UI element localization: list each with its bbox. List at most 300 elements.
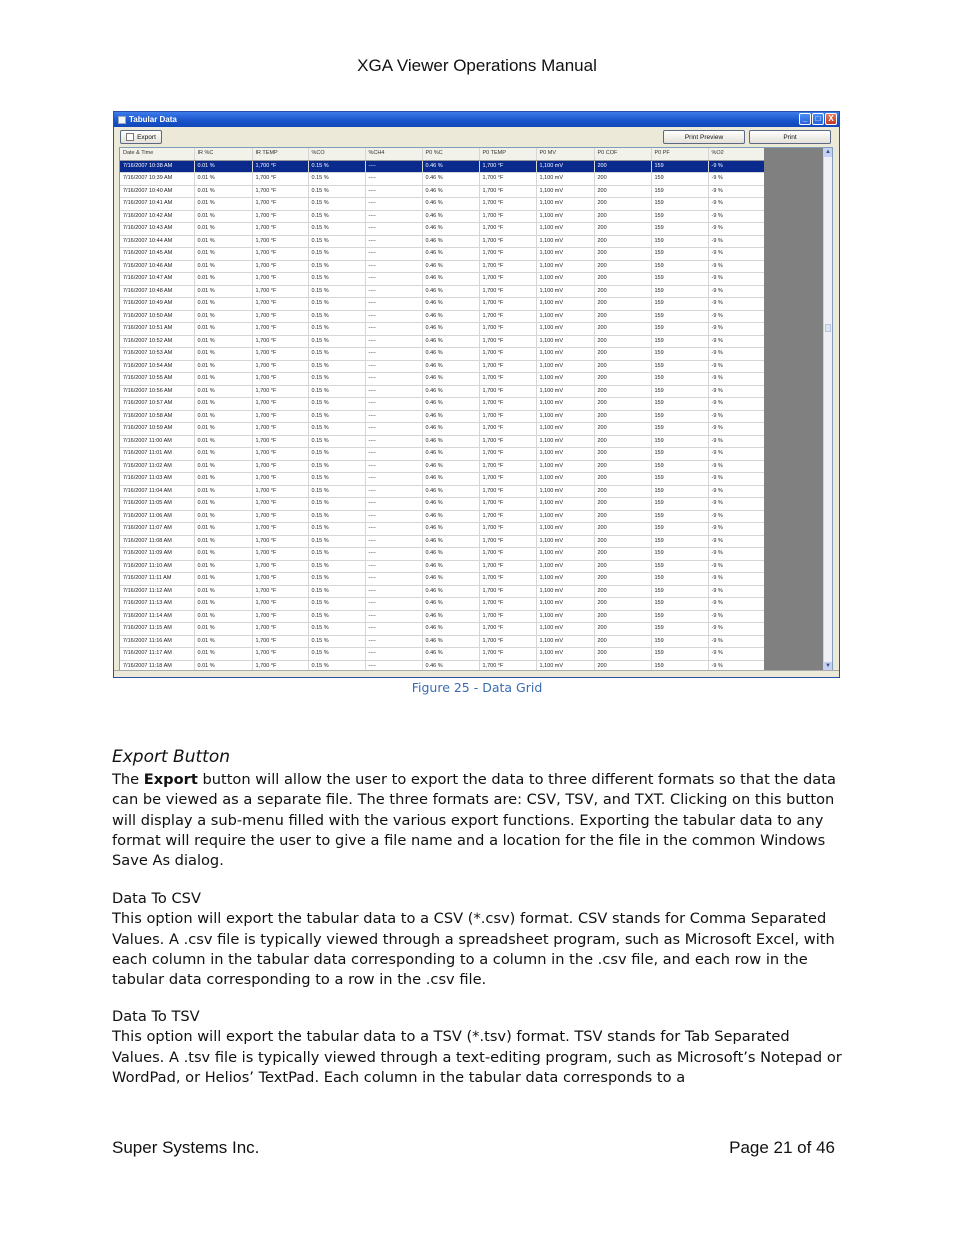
table-cell[interactable]: 1,100 mV xyxy=(536,523,594,536)
table-row[interactable] xyxy=(120,548,764,561)
table-row[interactable] xyxy=(120,610,764,623)
close-button[interactable]: X xyxy=(825,113,837,125)
table-cell[interactable]: 159 xyxy=(651,560,708,573)
table-cell[interactable]: 0.15 % xyxy=(308,560,365,573)
table-cell[interactable]: 7/16/2007 11:16 AM xyxy=(120,635,194,648)
table-cell[interactable]: ---- xyxy=(365,173,422,186)
table-cell[interactable]: 1,700 °F xyxy=(252,398,308,411)
table-cell[interactable]: 1,700 °F xyxy=(252,285,308,298)
table-cell[interactable]: 0.01 % xyxy=(194,348,252,361)
table-cell[interactable]: ---- xyxy=(365,273,422,286)
table-cell[interactable]: ---- xyxy=(365,485,422,498)
table-cell[interactable]: 1,700 °F xyxy=(479,385,536,398)
table-row[interactable] xyxy=(120,360,764,373)
table-cell[interactable]: ---- xyxy=(365,410,422,423)
table-cell[interactable]: 1,100 mV xyxy=(536,423,594,436)
maximize-button[interactable]: □ xyxy=(812,113,824,125)
table-cell[interactable]: -9 % xyxy=(708,198,764,211)
table-cell[interactable]: 1,100 mV xyxy=(536,360,594,373)
table-cell[interactable]: 0.46 % xyxy=(422,635,479,648)
table-cell[interactable]: 200 xyxy=(594,635,651,648)
table-cell[interactable]: 1,100 mV xyxy=(536,210,594,223)
table-cell[interactable]: 0.15 % xyxy=(308,198,365,211)
table-cell[interactable]: 7/16/2007 11:03 AM xyxy=(120,473,194,486)
table-cell[interactable]: 159 xyxy=(651,535,708,548)
table-cell[interactable]: 0.46 % xyxy=(422,248,479,261)
export-button[interactable] xyxy=(120,130,162,144)
table-row[interactable] xyxy=(120,523,764,536)
table-cell[interactable]: 200 xyxy=(594,335,651,348)
column-header[interactable]: %CO xyxy=(308,148,365,160)
table-cell[interactable]: 200 xyxy=(594,498,651,511)
table-cell[interactable]: ---- xyxy=(365,285,422,298)
table-cell[interactable]: 1,700 °F xyxy=(479,423,536,436)
table-cell[interactable]: 0.01 % xyxy=(194,623,252,636)
table-cell[interactable]: 0.46 % xyxy=(422,198,479,211)
table-cell[interactable]: 1,100 mV xyxy=(536,335,594,348)
table-cell[interactable]: 7/16/2007 10:47 AM xyxy=(120,273,194,286)
table-cell[interactable]: 200 xyxy=(594,310,651,323)
table-cell[interactable]: -9 % xyxy=(708,648,764,661)
table-row[interactable] xyxy=(120,598,764,611)
table-cell[interactable]: 0.46 % xyxy=(422,610,479,623)
table-cell[interactable]: 1,100 mV xyxy=(536,398,594,411)
table-cell[interactable]: -9 % xyxy=(708,598,764,611)
table-cell[interactable]: 0.46 % xyxy=(422,348,479,361)
table-cell[interactable]: 1,700 °F xyxy=(252,385,308,398)
table-cell[interactable]: ---- xyxy=(365,660,422,672)
table-cell[interactable]: 0.46 % xyxy=(422,585,479,598)
table-cell[interactable]: ---- xyxy=(365,473,422,486)
table-cell[interactable]: 1,700 °F xyxy=(479,198,536,211)
table-cell[interactable]: 0.01 % xyxy=(194,523,252,536)
table-cell[interactable]: 0.15 % xyxy=(308,398,365,411)
table-cell[interactable]: 1,700 °F xyxy=(479,560,536,573)
table-cell[interactable]: 0.15 % xyxy=(308,635,365,648)
table-cell[interactable]: 200 xyxy=(594,385,651,398)
table-cell[interactable]: 200 xyxy=(594,210,651,223)
table-cell[interactable]: 0.15 % xyxy=(308,348,365,361)
table-cell[interactable]: 159 xyxy=(651,473,708,486)
table-cell[interactable]: 159 xyxy=(651,185,708,198)
table-cell[interactable]: 1,700 °F xyxy=(252,485,308,498)
scroll-up-icon[interactable]: ▲ xyxy=(825,149,831,155)
table-cell[interactable]: 0.46 % xyxy=(422,548,479,561)
table-cell[interactable]: 0.01 % xyxy=(194,660,252,672)
table-cell[interactable]: -9 % xyxy=(708,335,764,348)
table-cell[interactable]: 0.15 % xyxy=(308,210,365,223)
table-cell[interactable]: 159 xyxy=(651,210,708,223)
table-cell[interactable]: 1,700 °F xyxy=(252,173,308,186)
table-cell[interactable]: 0.15 % xyxy=(308,473,365,486)
table-cell[interactable]: 1,700 °F xyxy=(252,448,308,461)
table-cell[interactable]: ---- xyxy=(365,510,422,523)
table-cell[interactable]: 7/16/2007 11:15 AM xyxy=(120,623,194,636)
table-cell[interactable]: 1,700 °F xyxy=(479,210,536,223)
table-cell[interactable]: 0.01 % xyxy=(194,573,252,586)
table-cell[interactable]: ---- xyxy=(365,635,422,648)
table-cell[interactable]: -9 % xyxy=(708,560,764,573)
table-cell[interactable]: 1,100 mV xyxy=(536,460,594,473)
table-cell[interactable]: 7/16/2007 10:49 AM xyxy=(120,298,194,311)
table-cell[interactable]: -9 % xyxy=(708,185,764,198)
table-cell[interactable]: 0.46 % xyxy=(422,448,479,461)
table-row[interactable] xyxy=(120,248,764,261)
table-cell[interactable]: 200 xyxy=(594,173,651,186)
table-cell[interactable]: 159 xyxy=(651,448,708,461)
table-cell[interactable]: 159 xyxy=(651,323,708,336)
table-cell[interactable]: 1,100 mV xyxy=(536,573,594,586)
table-cell[interactable]: 0.46 % xyxy=(422,235,479,248)
table-cell[interactable]: -9 % xyxy=(708,260,764,273)
table-cell[interactable]: ---- xyxy=(365,573,422,586)
table-cell[interactable]: 1,100 mV xyxy=(536,248,594,261)
table-cell[interactable]: 0.15 % xyxy=(308,460,365,473)
table-cell[interactable]: 0.15 % xyxy=(308,423,365,436)
table-cell[interactable]: 7/16/2007 11:08 AM xyxy=(120,535,194,548)
table-row[interactable] xyxy=(120,448,764,461)
table-cell[interactable]: 159 xyxy=(651,248,708,261)
window-titlebar[interactable] xyxy=(114,112,839,127)
table-cell[interactable]: 1,100 mV xyxy=(536,548,594,561)
table-cell[interactable]: 1,700 °F xyxy=(479,160,536,173)
table-cell[interactable]: ---- xyxy=(365,648,422,661)
table-cell[interactable]: 0.01 % xyxy=(194,235,252,248)
minimize-button[interactable]: _ xyxy=(799,113,811,125)
table-cell[interactable]: 1,100 mV xyxy=(536,285,594,298)
table-cell[interactable]: 0.01 % xyxy=(194,385,252,398)
table-cell[interactable]: ---- xyxy=(365,460,422,473)
table-cell[interactable]: 0.01 % xyxy=(194,648,252,661)
table-cell[interactable]: 159 xyxy=(651,235,708,248)
table-cell[interactable]: 1,100 mV xyxy=(536,648,594,661)
table-cell[interactable]: 0.01 % xyxy=(194,223,252,236)
table-cell[interactable]: -9 % xyxy=(708,435,764,448)
table-cell[interactable]: 1,700 °F xyxy=(252,610,308,623)
table-cell[interactable]: 200 xyxy=(594,473,651,486)
table-cell[interactable]: 200 xyxy=(594,448,651,461)
table-cell[interactable]: -9 % xyxy=(708,510,764,523)
table-cell[interactable]: ---- xyxy=(365,523,422,536)
table-row[interactable] xyxy=(120,348,764,361)
table-cell[interactable]: ---- xyxy=(365,160,422,173)
table-cell[interactable]: 0.01 % xyxy=(194,635,252,648)
table-cell[interactable]: -9 % xyxy=(708,285,764,298)
table-cell[interactable]: 159 xyxy=(651,635,708,648)
table-cell[interactable]: 0.01 % xyxy=(194,610,252,623)
print-preview-button[interactable]: Print Preview xyxy=(663,130,745,144)
table-cell[interactable]: 159 xyxy=(651,285,708,298)
table-cell[interactable]: 1,100 mV xyxy=(536,435,594,448)
table-cell[interactable]: 0.46 % xyxy=(422,210,479,223)
table-cell[interactable]: 0.01 % xyxy=(194,423,252,436)
column-header[interactable]: P0 PF xyxy=(651,148,708,160)
table-cell[interactable]: 200 xyxy=(594,348,651,361)
table-cell[interactable]: ---- xyxy=(365,198,422,211)
table-cell[interactable]: 0.46 % xyxy=(422,260,479,273)
scroll-thumb[interactable] xyxy=(825,324,831,332)
table-cell[interactable]: 0.15 % xyxy=(308,610,365,623)
table-row[interactable] xyxy=(120,510,764,523)
table-cell[interactable]: 1,700 °F xyxy=(479,573,536,586)
table-cell[interactable]: 1,700 °F xyxy=(252,635,308,648)
table-cell[interactable]: 1,100 mV xyxy=(536,235,594,248)
table-cell[interactable]: 0.01 % xyxy=(194,410,252,423)
table-cell[interactable]: 1,700 °F xyxy=(252,410,308,423)
table-cell[interactable]: 1,700 °F xyxy=(479,485,536,498)
table-cell[interactable]: 0.15 % xyxy=(308,435,365,448)
table-cell[interactable]: 7/16/2007 11:06 AM xyxy=(120,510,194,523)
table-cell[interactable]: -9 % xyxy=(708,173,764,186)
table-cell[interactable]: 0.46 % xyxy=(422,273,479,286)
table-cell[interactable]: 159 xyxy=(651,310,708,323)
table-cell[interactable]: 0.15 % xyxy=(308,173,365,186)
table-cell[interactable]: 0.15 % xyxy=(308,298,365,311)
table-row[interactable] xyxy=(120,460,764,473)
table-cell[interactable]: ---- xyxy=(365,298,422,311)
table-cell[interactable]: ---- xyxy=(365,248,422,261)
table-cell[interactable]: 7/16/2007 11:01 AM xyxy=(120,448,194,461)
table-cell[interactable]: 1,700 °F xyxy=(252,335,308,348)
table-cell[interactable]: 0.46 % xyxy=(422,460,479,473)
table-row[interactable] xyxy=(120,235,764,248)
table-cell[interactable]: ---- xyxy=(365,185,422,198)
column-header[interactable]: P0 COF xyxy=(594,148,651,160)
table-cell[interactable]: 159 xyxy=(651,410,708,423)
table-cell[interactable]: 200 xyxy=(594,610,651,623)
table-cell[interactable]: 0.15 % xyxy=(308,548,365,561)
table-cell[interactable]: 200 xyxy=(594,298,651,311)
table-cell[interactable]: 1,700 °F xyxy=(252,660,308,672)
column-header[interactable]: Date & Time xyxy=(120,148,194,160)
table-cell[interactable]: -9 % xyxy=(708,635,764,648)
table-row[interactable] xyxy=(120,648,764,661)
table-cell[interactable]: 0.15 % xyxy=(308,285,365,298)
table-row[interactable] xyxy=(120,385,764,398)
table-cell[interactable]: 159 xyxy=(651,398,708,411)
column-header[interactable]: P0 %C xyxy=(422,148,479,160)
table-cell[interactable]: -9 % xyxy=(708,548,764,561)
table-cell[interactable]: 159 xyxy=(651,260,708,273)
table-cell[interactable]: 159 xyxy=(651,610,708,623)
table-cell[interactable]: 0.01 % xyxy=(194,560,252,573)
column-header[interactable]: %CH4 xyxy=(365,148,422,160)
table-cell[interactable]: 1,100 mV xyxy=(536,260,594,273)
table-cell[interactable]: 1,700 °F xyxy=(479,623,536,636)
table-cell[interactable]: 0.01 % xyxy=(194,173,252,186)
table-cell[interactable]: 0.15 % xyxy=(308,660,365,672)
table-cell[interactable]: 1,700 °F xyxy=(479,260,536,273)
table-cell[interactable]: ---- xyxy=(365,373,422,386)
table-cell[interactable]: 0.46 % xyxy=(422,310,479,323)
table-cell[interactable]: -9 % xyxy=(708,373,764,386)
table-cell[interactable]: 0.15 % xyxy=(308,598,365,611)
table-cell[interactable]: ---- xyxy=(365,623,422,636)
table-cell[interactable]: 1,100 mV xyxy=(536,473,594,486)
table-cell[interactable]: 0.46 % xyxy=(422,335,479,348)
table-cell[interactable]: ---- xyxy=(365,360,422,373)
table-cell[interactable]: 200 xyxy=(594,273,651,286)
table-cell[interactable]: 7/16/2007 10:56 AM xyxy=(120,385,194,398)
table-cell[interactable]: 0.46 % xyxy=(422,373,479,386)
table-cell[interactable]: 1,700 °F xyxy=(252,323,308,336)
table-cell[interactable]: -9 % xyxy=(708,385,764,398)
table-cell[interactable]: 200 xyxy=(594,285,651,298)
table-cell[interactable]: ---- xyxy=(365,210,422,223)
table-cell[interactable]: 159 xyxy=(651,598,708,611)
table-cell[interactable]: 7/16/2007 11:12 AM xyxy=(120,585,194,598)
table-cell[interactable]: 200 xyxy=(594,323,651,336)
table-cell[interactable]: 200 xyxy=(594,435,651,448)
table-cell[interactable]: 1,700 °F xyxy=(252,535,308,548)
table-cell[interactable]: 0.15 % xyxy=(308,510,365,523)
table-cell[interactable]: 1,700 °F xyxy=(252,573,308,586)
table-cell[interactable]: -9 % xyxy=(708,523,764,536)
table-row[interactable] xyxy=(120,160,764,173)
table-cell[interactable]: -9 % xyxy=(708,535,764,548)
table-row[interactable] xyxy=(120,535,764,548)
table-cell[interactable]: 1,100 mV xyxy=(536,535,594,548)
table-cell[interactable]: 159 xyxy=(651,510,708,523)
table-cell[interactable]: 1,700 °F xyxy=(252,510,308,523)
table-cell[interactable]: 200 xyxy=(594,535,651,548)
table-cell[interactable]: 0.46 % xyxy=(422,498,479,511)
table-cell[interactable]: 1,700 °F xyxy=(479,473,536,486)
table-row[interactable] xyxy=(120,498,764,511)
table-cell[interactable]: 0.46 % xyxy=(422,160,479,173)
table-cell[interactable]: ---- xyxy=(365,548,422,561)
table-cell[interactable]: 1,700 °F xyxy=(252,623,308,636)
table-cell[interactable]: 159 xyxy=(651,298,708,311)
table-row[interactable] xyxy=(120,423,764,436)
table-cell[interactable]: ---- xyxy=(365,560,422,573)
table-cell[interactable]: 0.01 % xyxy=(194,260,252,273)
table-cell[interactable]: 0.15 % xyxy=(308,623,365,636)
table-cell[interactable]: 200 xyxy=(594,560,651,573)
table-cell[interactable]: 1,700 °F xyxy=(479,398,536,411)
table-cell[interactable]: 200 xyxy=(594,248,651,261)
table-cell[interactable]: -9 % xyxy=(708,310,764,323)
table-cell[interactable]: 1,100 mV xyxy=(536,185,594,198)
table-cell[interactable]: 159 xyxy=(651,460,708,473)
table-cell[interactable]: 200 xyxy=(594,648,651,661)
table-cell[interactable]: ---- xyxy=(365,385,422,398)
table-cell[interactable]: 7/16/2007 10:44 AM xyxy=(120,235,194,248)
table-cell[interactable]: 1,100 mV xyxy=(536,198,594,211)
table-cell[interactable]: 159 xyxy=(651,423,708,436)
table-cell[interactable]: ---- xyxy=(365,335,422,348)
table-cell[interactable]: 0.01 % xyxy=(194,435,252,448)
table-cell[interactable]: -9 % xyxy=(708,298,764,311)
table-cell[interactable]: 159 xyxy=(651,435,708,448)
table-cell[interactable]: 0.01 % xyxy=(194,160,252,173)
table-row[interactable] xyxy=(120,260,764,273)
table-cell[interactable]: 0.15 % xyxy=(308,573,365,586)
table-cell[interactable]: 7/16/2007 10:41 AM xyxy=(120,198,194,211)
table-cell[interactable]: 0.15 % xyxy=(308,248,365,261)
table-cell[interactable]: 1,700 °F xyxy=(252,523,308,536)
table-cell[interactable]: -9 % xyxy=(708,485,764,498)
table-cell[interactable]: 1,700 °F xyxy=(252,348,308,361)
table-cell[interactable]: 1,100 mV xyxy=(536,660,594,672)
table-cell[interactable]: 7/16/2007 10:57 AM xyxy=(120,398,194,411)
table-cell[interactable]: ---- xyxy=(365,535,422,548)
table-cell[interactable]: 159 xyxy=(651,348,708,361)
table-cell[interactable]: 0.15 % xyxy=(308,410,365,423)
table-cell[interactable]: -9 % xyxy=(708,248,764,261)
table-cell[interactable]: 159 xyxy=(651,385,708,398)
table-cell[interactable]: 1,100 mV xyxy=(536,173,594,186)
table-cell[interactable]: 1,700 °F xyxy=(479,598,536,611)
table-cell[interactable]: 0.01 % xyxy=(194,473,252,486)
table-cell[interactable]: 1,700 °F xyxy=(252,498,308,511)
table-cell[interactable]: 0.15 % xyxy=(308,485,365,498)
table-cell[interactable]: 1,100 mV xyxy=(536,385,594,398)
table-cell[interactable]: 7/16/2007 10:50 AM xyxy=(120,310,194,323)
table-cell[interactable]: 1,700 °F xyxy=(252,160,308,173)
table-cell[interactable]: 1,700 °F xyxy=(252,598,308,611)
table-cell[interactable]: 200 xyxy=(594,198,651,211)
table-cell[interactable]: 200 xyxy=(594,185,651,198)
table-cell[interactable]: 7/16/2007 11:10 AM xyxy=(120,560,194,573)
table-cell[interactable]: ---- xyxy=(365,260,422,273)
table-cell[interactable]: 7/16/2007 10:59 AM xyxy=(120,423,194,436)
column-header[interactable]: %O2 xyxy=(708,148,764,160)
table-cell[interactable]: 0.15 % xyxy=(308,448,365,461)
table-cell[interactable]: 159 xyxy=(651,173,708,186)
table-cell[interactable]: 0.15 % xyxy=(308,498,365,511)
table-cell[interactable]: 0.01 % xyxy=(194,310,252,323)
table-cell[interactable]: 1,700 °F xyxy=(252,223,308,236)
table-cell[interactable]: 0.46 % xyxy=(422,660,479,672)
table-cell[interactable]: 0.15 % xyxy=(308,585,365,598)
table-cell[interactable]: 1,700 °F xyxy=(479,610,536,623)
table-cell[interactable]: 0.01 % xyxy=(194,198,252,211)
table-row[interactable] xyxy=(120,410,764,423)
table-cell[interactable]: 0.01 % xyxy=(194,185,252,198)
table-cell[interactable]: 1,100 mV xyxy=(536,373,594,386)
table-cell[interactable]: -9 % xyxy=(708,460,764,473)
table-cell[interactable]: 0.46 % xyxy=(422,623,479,636)
table-cell[interactable]: 0.46 % xyxy=(422,510,479,523)
table-cell[interactable]: -9 % xyxy=(708,323,764,336)
table-cell[interactable]: -9 % xyxy=(708,498,764,511)
table-cell[interactable]: 1,700 °F xyxy=(479,298,536,311)
table-cell[interactable]: 1,100 mV xyxy=(536,510,594,523)
table-cell[interactable]: 159 xyxy=(651,373,708,386)
table-cell[interactable]: 7/16/2007 10:43 AM xyxy=(120,223,194,236)
table-cell[interactable]: ---- xyxy=(365,223,422,236)
table-cell[interactable]: -9 % xyxy=(708,448,764,461)
table-cell[interactable]: 0.46 % xyxy=(422,410,479,423)
table-cell[interactable]: 1,700 °F xyxy=(479,185,536,198)
table-cell[interactable]: ---- xyxy=(365,598,422,611)
table-cell[interactable]: 0.01 % xyxy=(194,598,252,611)
table-cell[interactable]: 1,700 °F xyxy=(252,548,308,561)
table-cell[interactable]: 0.01 % xyxy=(194,298,252,311)
table-cell[interactable]: 7/16/2007 11:02 AM xyxy=(120,460,194,473)
column-header[interactable]: IR %C xyxy=(194,148,252,160)
table-cell[interactable]: 1,100 mV xyxy=(536,635,594,648)
table-cell[interactable]: 200 xyxy=(594,510,651,523)
table-cell[interactable]: 0.01 % xyxy=(194,323,252,336)
table-cell[interactable]: 1,700 °F xyxy=(479,548,536,561)
table-cell[interactable]: 1,700 °F xyxy=(479,585,536,598)
table-cell[interactable]: 0.15 % xyxy=(308,273,365,286)
table-row[interactable] xyxy=(120,635,764,648)
table-cell[interactable]: 7/16/2007 10:55 AM xyxy=(120,373,194,386)
table-cell[interactable]: 7/16/2007 10:54 AM xyxy=(120,360,194,373)
